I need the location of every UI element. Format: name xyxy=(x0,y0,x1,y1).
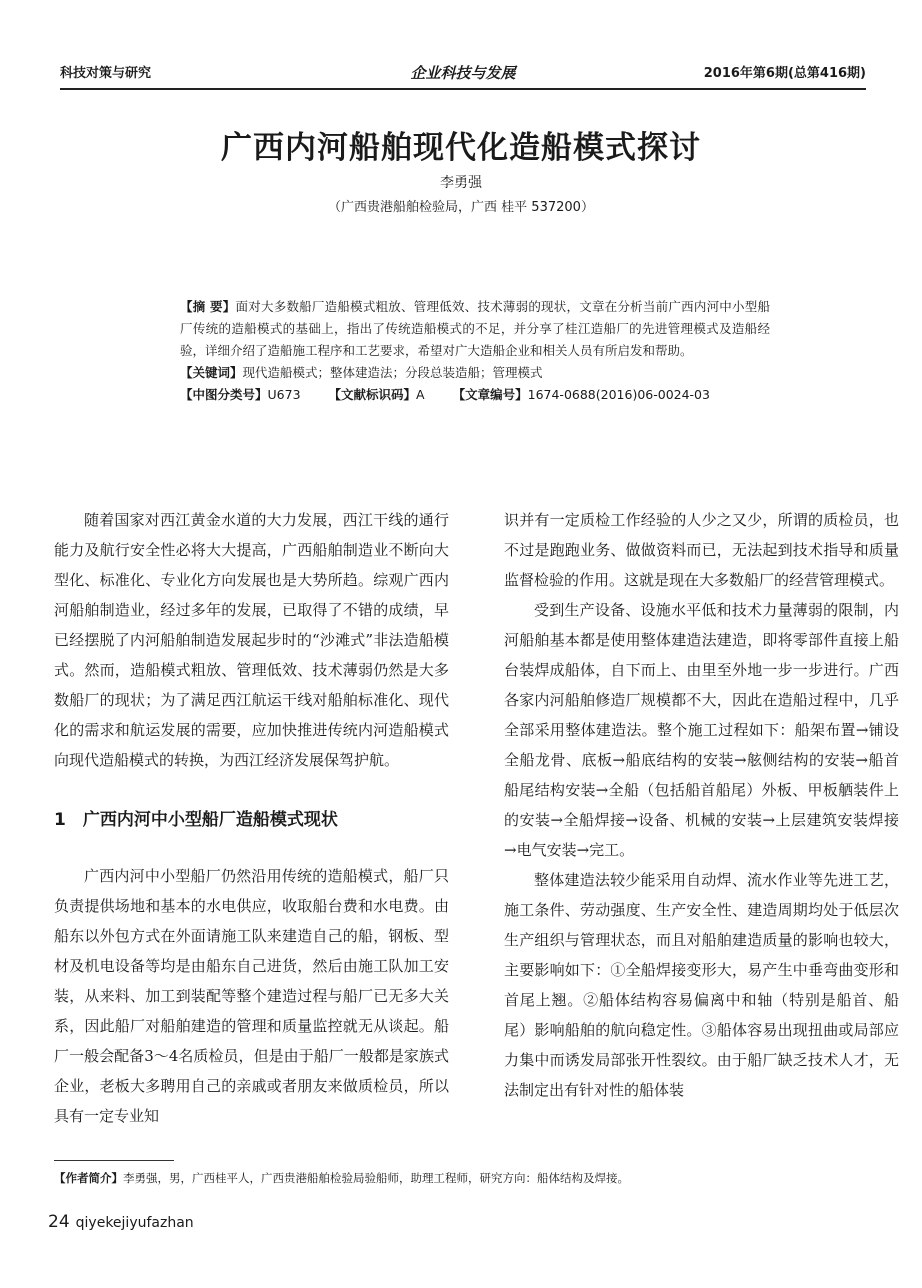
body-column-left xyxy=(54,505,449,1131)
body-column-right xyxy=(504,505,899,1105)
body-paragraph: 随着国家对西江黄金水道的大力发展，西江干线的通行能力及航行安全性必将大大提高，广西船舶制造业不断向大型化、标准化、专业化方向发展也是大势所趋。综观广西内河船舶制造业，经过多年的发展，已取得了不错的成绩，早已经摆脱了内河船舶制造发展起步时的“沙滩式”非法造船模式。然而，造船模式粗放、管理低效、技术薄弱仍然是大多数船厂的现状；为了满足西江航运干线对船舶标准化、现代化的需求和航运发展的需要，应加快推进传统内河造船模式向现代造船模式的转换，为西江经济发展保驾护航。 xyxy=(54,511,449,769)
clc-label: 【中图分类号】 xyxy=(180,387,268,402)
abstract-text: 面对大多数船厂造船模式粗放、管理低效、技术薄弱的现状，文章在分析当前广西内河中小型船厂传统的造船模式的基础上，指出了传统造船模式的不足，并分享了桂江造船厂的先进管理模式及造船经验，详细介绍了造船施工程序和工艺要求，希望对广大造船企业和相关人员有所启发和帮助。 xyxy=(180,299,770,358)
keywords-line xyxy=(180,362,770,384)
header-journal-name: 企业科技与发展 xyxy=(410,64,516,82)
footnote-rule xyxy=(54,1160,174,1161)
paper-title: 广西内河船舶现代化造船模式探讨 xyxy=(221,130,701,166)
body-paragraph: 广西内河中小型船厂仍然沿用传统的造船模式，船厂只负责提供场地和基本的水电供应，收取船台费和水电费。由船东以外包方式在外面请施工队来建造自己的船，钢板、型材及机电设备等均是由船东自己进货，然后由施工队加工安装，从来料、加工到装配等整个建造过程与船厂已无多大关系，因此船厂对船舶建造的管理和质量监控就无从谈起。船厂一般会配备3～4名质检员，但是由于船厂一般都是家族式企业，老板大多聘用自己的亲戚或者朋友来做质检员，所以具有一定专业知 xyxy=(54,867,449,1125)
abstract-block xyxy=(180,296,770,406)
section-heading-1: 1 广西内河中小型船厂造船模式现状 xyxy=(54,810,338,830)
keywords-text: 现代造船模式；整体建造法；分段总装造船；管理模式 xyxy=(242,365,543,380)
page-number: 24 xyxy=(48,1212,70,1232)
doc-code-value: A xyxy=(416,387,425,402)
author-footnote xyxy=(54,1170,874,1186)
doc-code-label: 【文献标识码】 xyxy=(328,387,417,402)
footnote-text: 李勇强，男，广西桂平人，广西贵港船舶检验局验船师，助理工程师，研究方向：船体结构及焊接。 xyxy=(123,1171,629,1185)
body-paragraph: 受到生产设备、设施水平低和技术力量薄弱的限制，内河船舶基本都是使用整体建造法建造，即将零部件直接上船台装焊成船体，自下而上、由里至外地一步一步进行。广西各家内河船舶修造厂规模都不大，因此在造船过程中，几乎全部采用整体建造法。整个施工过程如下：船架布置→铺设全船龙骨、底板→船底结构的安装→舷侧结构的安装→船首船尾结构安装→全船（包括船首船尾）外板、甲板舾装件上的安装→全船焊接→设备、机械的安装→上层建筑安装焊接→电气安装→完工。 xyxy=(504,601,899,859)
author-name: 李勇强 xyxy=(440,175,482,191)
keywords-label: 【关键词】 xyxy=(180,365,243,380)
classification-line xyxy=(180,384,770,406)
article-no-label: 【文章编号】 xyxy=(452,387,528,402)
footnote-label: 【作者简介】 xyxy=(54,1171,123,1185)
journal-pinyin: qiyekejiyufazhan xyxy=(75,1215,194,1231)
running-header xyxy=(60,62,866,86)
header-section: 科技对策与研究 xyxy=(60,66,152,81)
header-issue: 2016年第6期(总第416期) xyxy=(703,66,866,81)
clc-value: U673 xyxy=(267,387,301,402)
author-affiliation: （广西贵港船舶检验局，广西 桂平 537200） xyxy=(328,200,594,215)
abstract-label: 【摘 要】 xyxy=(180,299,236,314)
page-footer xyxy=(48,1212,194,1232)
body-paragraph: 整体建造法较少能采用自动焊、流水作业等先进工艺，施工条件、劳动强度、生产安全性、建造周期均处于低层次生产组织与管理状态，而且对船舶建造质量的影响也较大，主要影响如下：①全船焊接变形大，易产生中垂弯曲变形和首尾上翘。②船体结构容易偏离中和轴（特别是船首、船尾）影响船舶的航向稳定性。③船体容易出现扭曲或局部应力集中而诱发局部张开性裂纹。由于船厂缺乏技术人才，无法制定出有针对性的船体装 xyxy=(504,871,899,1099)
header-rule xyxy=(60,88,866,90)
body-paragraph: 识并有一定质检工作经验的人少之又少，所谓的质检员，也不过是跑跑业务、做做资料而已，无法起到技术指导和质量监督检验的作用。这就是现在大多数船厂的经营管理模式。 xyxy=(504,511,899,589)
abstract-paragraph xyxy=(180,296,770,362)
article-no-value: 1674-0688(2016)06-0024-03 xyxy=(527,387,710,402)
